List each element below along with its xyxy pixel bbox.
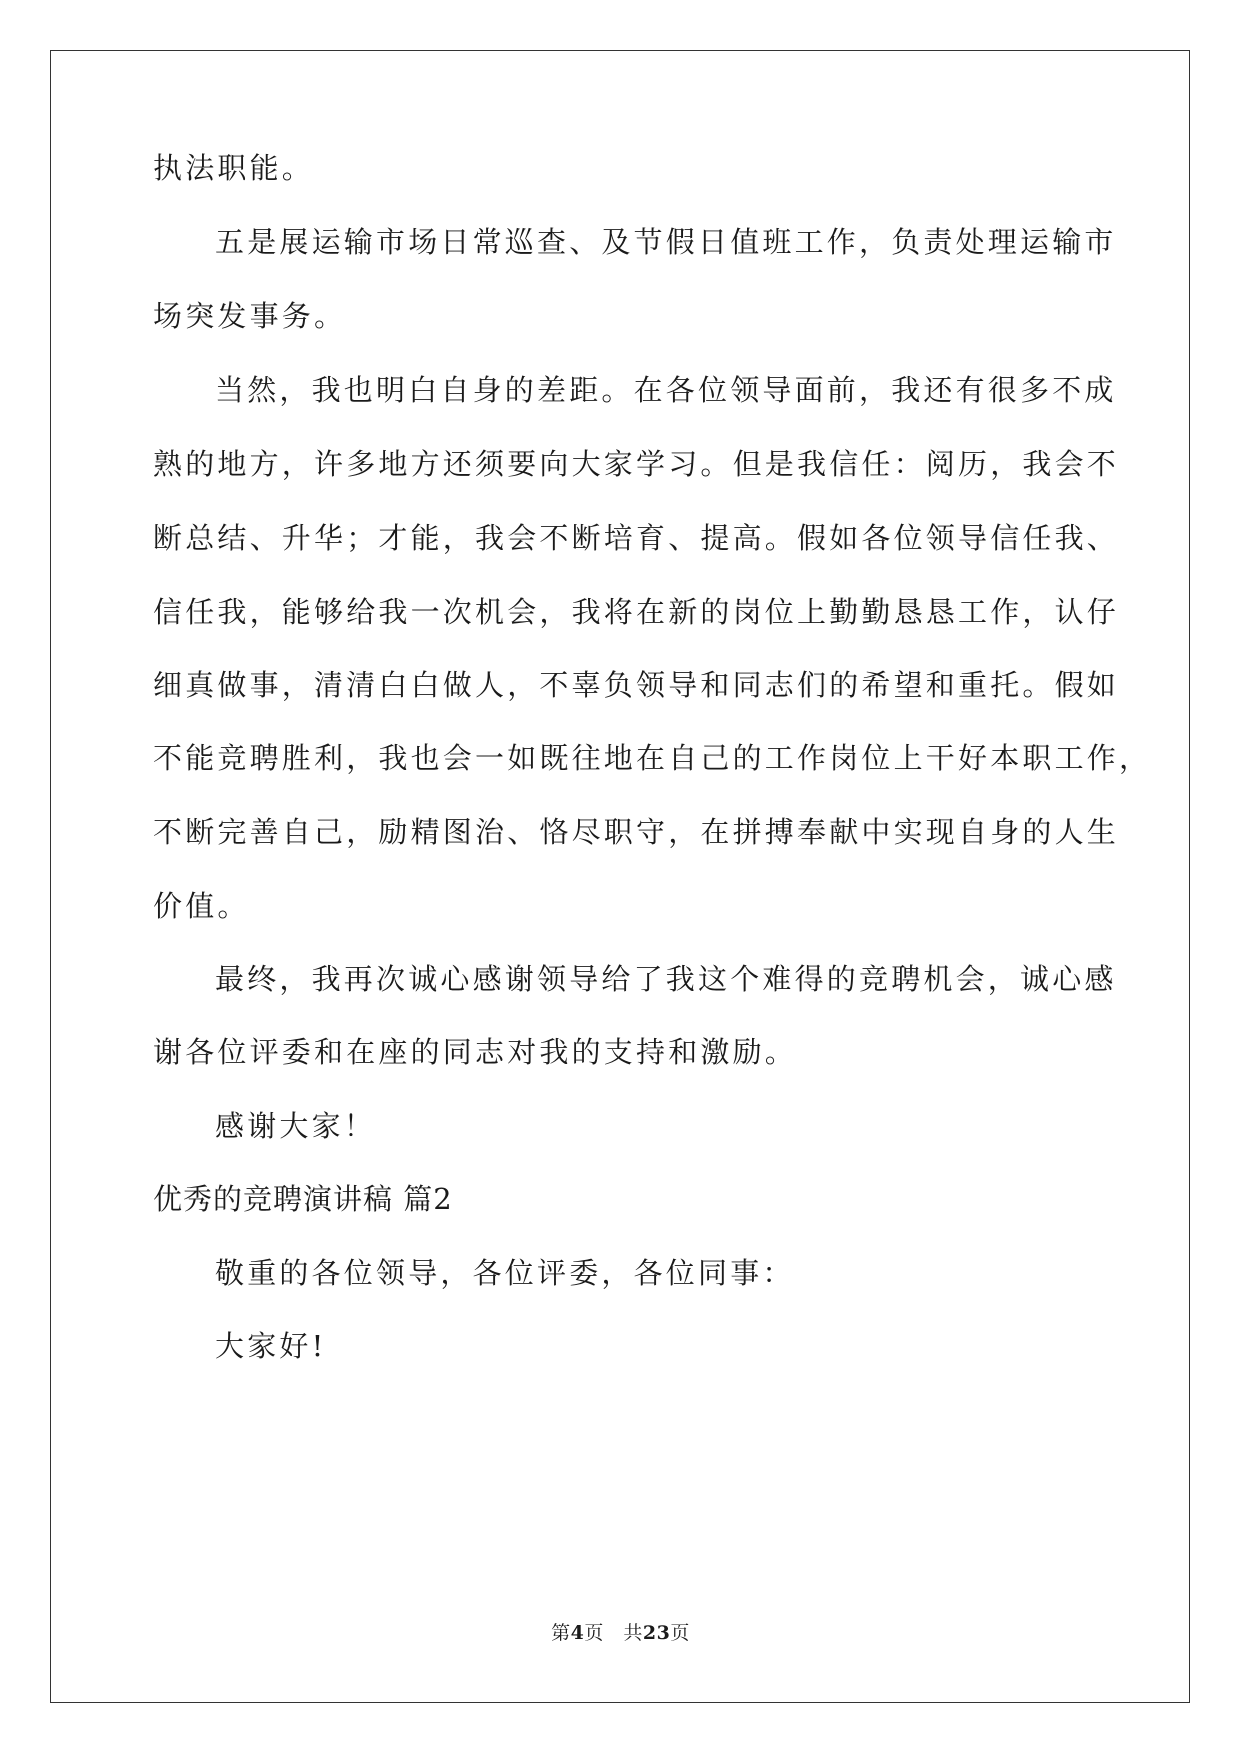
footer-mid: 页 共 bbox=[584, 1622, 643, 1644]
paragraph-start: 五是展运输市场日常巡查、及节假日值班工作，负责处理运输市 bbox=[215, 225, 1117, 259]
text-line: 细真做事，清清白白做人，不辜负领导和同志们的希望和重托。假如 bbox=[153, 668, 1120, 702]
text-line: 断总结、升华；才能，我会不断培育、提高。假如各位领导信任我、 bbox=[153, 521, 1120, 555]
text-line: 熟的地方，许多地方还须要向大家学习。但是我信任：阅历，我会不 bbox=[153, 447, 1120, 481]
greeting: 大家好! bbox=[215, 1329, 327, 1363]
footer-prefix: 第 bbox=[551, 1622, 571, 1644]
page-number: 4 bbox=[570, 1622, 585, 1644]
page-footer bbox=[0, 1618, 1241, 1645]
paragraph-start: 最终，我再次诚心感谢领导给了我这个难得的竞聘机会，诚心感 bbox=[215, 962, 1117, 996]
text-line: 执法职能。 bbox=[153, 151, 315, 185]
total-pages: 23 bbox=[642, 1622, 671, 1644]
salutation: 敬重的各位领导，各位评委，各位同事： bbox=[215, 1256, 795, 1290]
paragraph-start: 当然，我也明白自身的差距。在各位领导面前，我还有很多不成 bbox=[215, 373, 1117, 407]
section-heading: 优秀的竞聘演讲稿 篇2 bbox=[153, 1182, 453, 1216]
footer-suffix: 页 bbox=[670, 1622, 690, 1644]
text-line: 不能竞聘胜利，我也会一如既往地在自己的工作岗位上干好本职工作， bbox=[153, 741, 1152, 775]
text-line: 价值。 bbox=[153, 889, 250, 923]
text-line: 谢各位评委和在座的同志对我的支持和激励。 bbox=[153, 1035, 798, 1069]
text-line: 信任我，能够给我一次机会，我将在新的岗位上勤勤恳恳工作，认仔 bbox=[153, 595, 1120, 629]
paragraph-start: 感谢大家！ bbox=[215, 1109, 377, 1143]
text-line: 不断完善自己，励精图治、恪尽职守，在拼搏奉献中实现自身的人生 bbox=[153, 815, 1120, 849]
text-line: 场突发事务。 bbox=[153, 299, 347, 333]
